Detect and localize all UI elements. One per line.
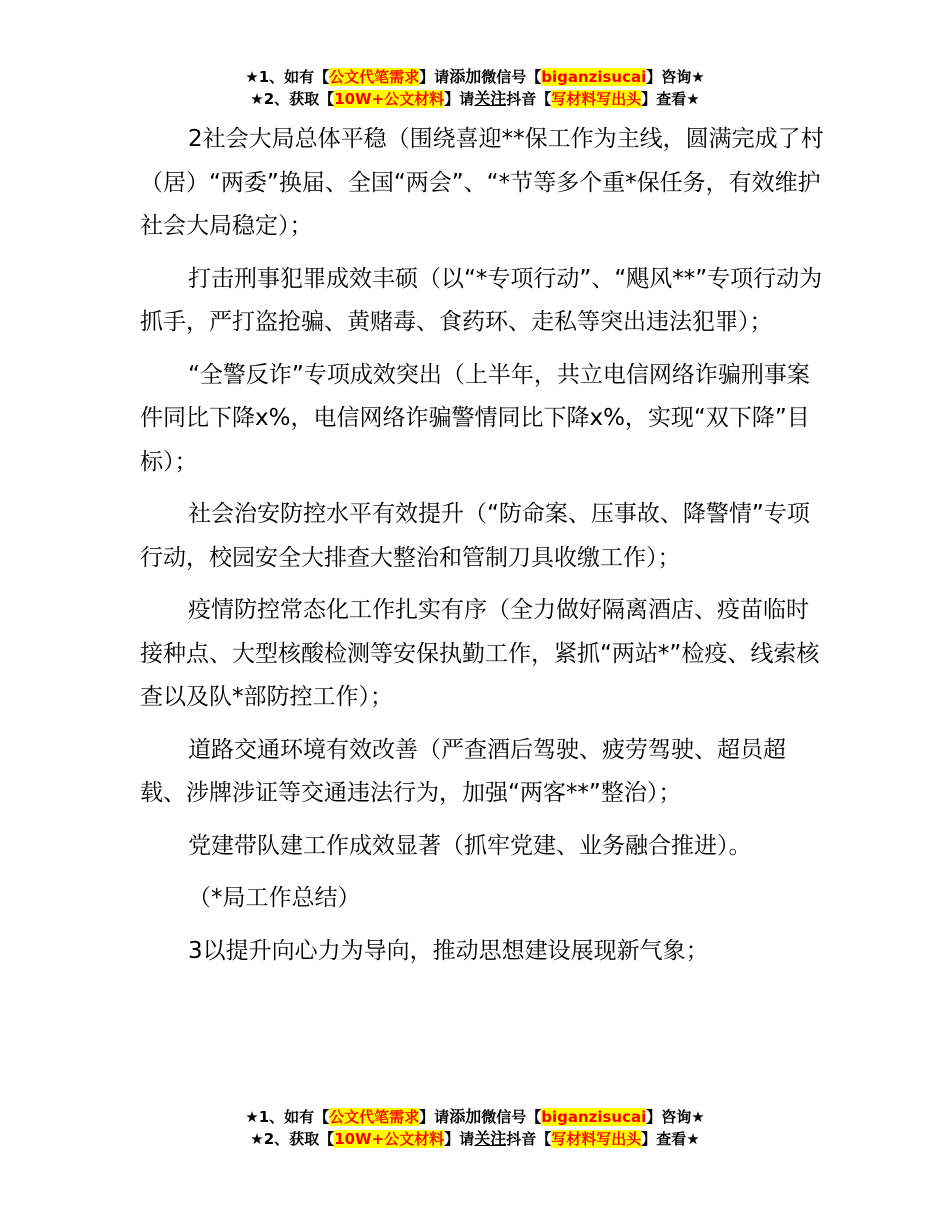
paragraph-crime-crackdown: 打击刑事犯罪成效丰硕（以“*专项行动”、“飓风**”专项行动为抓手，严打盗抢骗、黄赌毒、食药环、走私等突出违法犯罪）； [140,265,823,335]
footer-line-2-highlight-douyin: 写材料写出头 [551,1130,642,1148]
header-line-2-highlight-materials: 10W+公文材料 [334,90,445,108]
footer-line-2-mid: 】请 [444,1130,475,1148]
footer-line-1-suffix: 】咨询★ [646,1108,705,1126]
header-line-2-mid2: 抖音【 [506,90,552,108]
footer-line-2-emphasis: 关注 [474,1129,507,1148]
header-line-1-suffix: 】咨询★ [646,68,705,86]
paragraph-party-building: 党建带队建工作成效显著（抓牢党建、业务融合推进）。 [188,832,752,859]
footer-line-1 [0,1106,950,1128]
footer-line-2 [0,1128,950,1150]
header-line-1 [0,66,950,88]
header-line-2-mid: 】请 [444,90,475,108]
footer-line-1-highlight-wechat: biganzisucai [541,1108,647,1126]
header-line-2 [0,88,950,110]
footer-line-1-prefix: ★1、如有【 [245,1108,330,1126]
header-line-2-emphasis: 关注 [474,89,507,108]
paragraph-social-stability: 2社会大局总体平稳（围绕喜迎**保工作为主线，圆满完成了村（居）“两委”换届、全国“两会”、“*节等多个重*保任务，有效维护社会大局稳定）； [140,126,824,239]
footer-banner [0,1106,950,1150]
paragraph-anti-fraud: “全警反诈”专项成效突出（上半年，共立电信网络诈骗刑事案件同比下降x%，电信网络诈骗警情同比下降x%，实现“双下降”目标）； [140,361,810,475]
footer-line-2-mid2: 抖音【 [506,1130,552,1148]
header-line-2-highlight-douyin: 写材料写出头 [551,90,642,108]
paragraph-public-security: 社会治安防控水平有效提升（“防命案、压事故、降警情”专项行动，校园安全大排查大整治和管制刀具收缴工作）； [140,501,810,571]
paragraph-ideology: 3以提升向心力为导向，推动思想建设展现新气象； [188,937,709,964]
document-body [140,118,830,982]
header-line-2-prefix: ★2、获取【 [250,90,335,108]
paragraph-traffic: 道路交通环境有效改善（严查酒后驾驶、疲劳驾驶、超员超载、涉牌涉证等交通违法行为，加强“两客**”整治）； [140,736,786,806]
footer-line-1-emphasis: 添加 [449,1107,482,1126]
footer-line-1-highlight-service: 公文代笔需求 [329,1108,420,1126]
footer-line-1-mid: 】请 [419,1108,450,1126]
header-line-1-highlight-service: 公文代笔需求 [329,68,420,86]
header-line-1-emphasis: 添加 [449,67,482,86]
header-banner [0,66,950,110]
header-line-1-prefix: ★1、如有【 [245,68,330,86]
paragraph-source-note: （*局工作总结） [188,885,361,911]
paragraph-epidemic-control: 疫情防控常态化工作扎实有序（全力做好隔离酒店、疫苗临时接种点、大型核酸检测等安保执勤工作，紧抓“两站*”检疫、线索核查以及队*部防控工作）； [140,597,820,710]
header-line-1-mid2: 微信号【 [481,68,542,86]
footer-line-2-suffix: 】查看★ [641,1130,700,1148]
footer-line-2-prefix: ★2、获取【 [250,1130,335,1148]
footer-line-2-highlight-materials: 10W+公文材料 [334,1130,445,1148]
header-line-1-mid: 】请 [419,68,450,86]
header-line-1-highlight-wechat: biganzisucai [541,68,647,86]
footer-line-1-mid2: 微信号【 [481,1108,542,1126]
header-line-2-suffix: 】查看★ [641,90,700,108]
